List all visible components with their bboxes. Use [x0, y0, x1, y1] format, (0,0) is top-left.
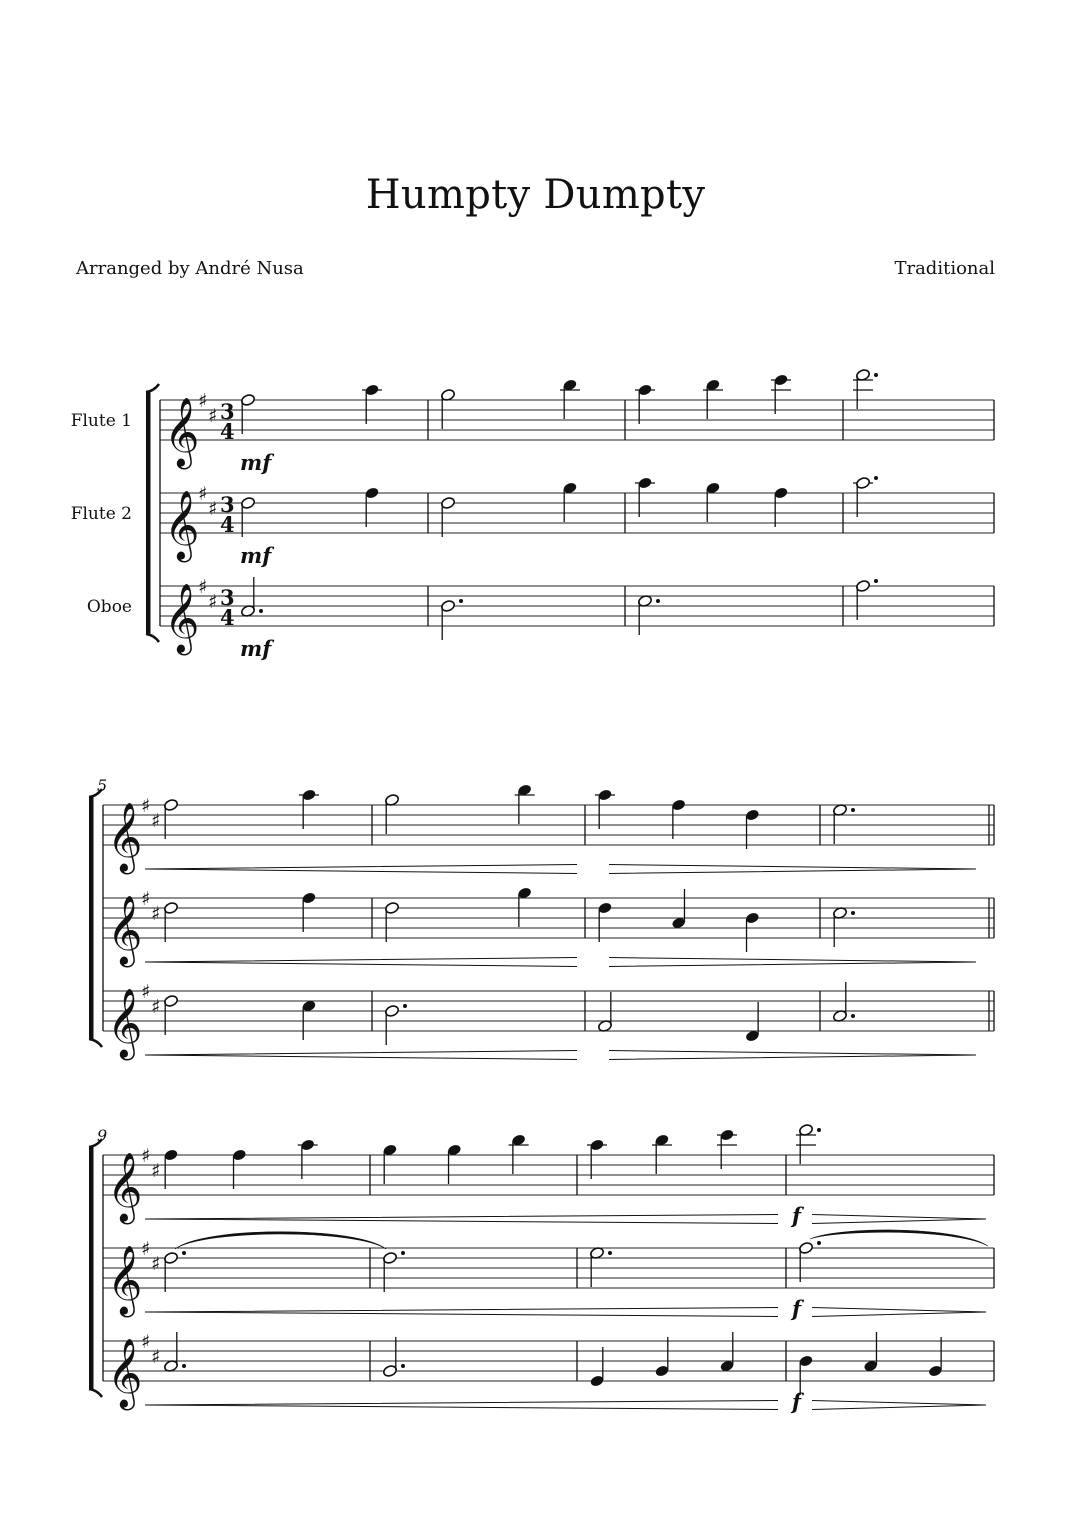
time-signature-bottom: 4	[220, 605, 235, 630]
note	[384, 901, 399, 942]
sharp-f-icon: ♯	[141, 888, 151, 910]
measure-number: 9	[97, 1126, 108, 1145]
augmentation-dot	[817, 1128, 821, 1132]
sharp-f-icon: ♯	[198, 483, 208, 505]
note	[163, 1148, 178, 1189]
note	[635, 383, 655, 424]
note	[301, 999, 316, 1040]
augmentation-dot	[182, 1251, 186, 1255]
note	[635, 476, 655, 517]
sharp-f-icon: ♯	[141, 795, 151, 817]
note	[855, 579, 878, 620]
note	[232, 1148, 247, 1189]
note	[362, 383, 382, 424]
crescendo-hairpin	[145, 1308, 778, 1317]
note	[299, 788, 319, 829]
crescendo-hairpin	[145, 1215, 778, 1224]
time-signature-top: 3	[220, 585, 235, 610]
note	[796, 1123, 821, 1164]
augmentation-dot	[459, 599, 463, 603]
time-signature-bottom: 4	[220, 512, 235, 537]
bracket-top-hook	[146, 384, 159, 392]
augmentation-dot	[851, 808, 855, 812]
note	[671, 889, 686, 930]
diminuendo-hairpin	[609, 958, 976, 967]
note	[298, 1138, 318, 1179]
instrument-label: Oboe	[86, 597, 132, 617]
augmentation-dot	[401, 1251, 405, 1255]
note	[637, 594, 660, 635]
augmentation-dot	[608, 1251, 612, 1255]
note	[587, 1138, 607, 1179]
note	[163, 1251, 186, 1292]
sharp-c-icon: ♯	[208, 498, 218, 520]
note	[771, 373, 791, 414]
note	[654, 1337, 669, 1378]
crescendo-hairpin	[145, 958, 577, 967]
note	[597, 901, 612, 942]
note	[364, 486, 379, 527]
slur	[175, 1232, 386, 1249]
dynamic-marking: mf	[240, 543, 272, 568]
time-signature-bottom: 4	[220, 419, 235, 444]
bracket-bottom-hook	[89, 1039, 102, 1047]
sharp-f-icon: ♯	[141, 1145, 151, 1167]
crescendo-hairpin	[145, 865, 577, 874]
sharp-c-icon: ♯	[151, 903, 161, 925]
staff-1	[71, 390, 994, 469]
dynamic-marking: f	[792, 1203, 802, 1228]
system-1	[71, 368, 994, 661]
instrument-label: Flute 1	[70, 411, 132, 431]
system-bracket	[89, 1147, 94, 1389]
note	[745, 808, 760, 849]
system-bracket	[146, 392, 151, 634]
dynamic-marking: mf	[240, 450, 272, 475]
note	[382, 1251, 405, 1292]
sharp-c-icon: ♯	[151, 1346, 161, 1368]
staff-3	[103, 1331, 994, 1410]
note	[853, 476, 878, 517]
diminuendo-hairpin	[609, 1051, 976, 1060]
note	[447, 1143, 462, 1184]
score-title: Humpty Dumpty	[365, 172, 706, 218]
augmentation-dot	[851, 1014, 855, 1018]
note	[240, 393, 255, 434]
note	[798, 1241, 821, 1282]
sharp-c-icon: ♯	[151, 1160, 161, 1182]
note	[517, 886, 532, 927]
note	[240, 577, 263, 618]
note	[589, 1347, 604, 1388]
staff-3	[103, 981, 994, 1060]
staff-1	[103, 795, 994, 874]
note	[745, 1002, 760, 1043]
note	[440, 388, 455, 429]
sharp-c-icon: ♯	[151, 810, 161, 832]
sharp-f-icon: ♯	[198, 576, 208, 598]
sharp-c-icon: ♯	[208, 591, 218, 613]
sharp-f-icon: ♯	[198, 390, 208, 412]
note	[671, 798, 686, 839]
augmentation-dot	[403, 1004, 407, 1008]
note	[382, 1337, 405, 1378]
sharp-f-icon: ♯	[141, 1238, 151, 1260]
system-3	[89, 1123, 994, 1414]
diminuendo-hairpin	[609, 865, 976, 874]
note	[832, 803, 855, 844]
augmentation-dot	[874, 476, 878, 480]
treble-clef-icon: 𝄞	[107, 1245, 143, 1315]
treble-clef-icon: 𝄞	[107, 802, 143, 872]
instrument-label: Flute 2	[70, 504, 132, 524]
diminuendo-hairpin	[812, 1401, 986, 1410]
diminuendo-hairpin	[812, 1308, 986, 1317]
slur	[810, 1230, 988, 1246]
note	[301, 891, 316, 932]
note	[928, 1337, 943, 1378]
augmentation-dot	[874, 373, 878, 377]
dynamic-marking: mf	[240, 636, 272, 661]
system-bracket	[89, 797, 94, 1039]
note	[384, 793, 399, 834]
note	[440, 599, 463, 640]
treble-clef-icon: 𝄞	[107, 895, 143, 965]
augmentation-dot	[656, 599, 660, 603]
diminuendo-hairpin	[812, 1215, 986, 1224]
note	[589, 1246, 612, 1287]
note	[240, 496, 255, 537]
dynamic-marking: f	[792, 1296, 802, 1321]
note	[163, 1332, 186, 1373]
dynamic-marking: f	[792, 1389, 802, 1414]
note	[703, 378, 723, 419]
sharp-c-icon: ♯	[151, 1253, 161, 1275]
crescendo-hairpin	[145, 1401, 778, 1410]
note	[382, 1143, 397, 1184]
note	[745, 911, 760, 952]
note	[652, 1133, 672, 1174]
augmentation-dot	[817, 1241, 821, 1245]
composer-credit: Traditional	[894, 258, 995, 279]
crescendo-hairpin	[145, 1051, 577, 1060]
note	[705, 481, 720, 522]
treble-clef-icon: 𝄞	[107, 988, 143, 1058]
note	[163, 798, 178, 839]
note	[773, 486, 788, 527]
note	[509, 1133, 529, 1174]
time-signature-top: 3	[220, 399, 235, 424]
treble-clef-icon: 𝄞	[107, 1152, 143, 1222]
staff-2	[71, 483, 994, 562]
arranger-credit: Arranged by André Nusa	[76, 258, 304, 279]
note	[163, 994, 178, 1035]
treble-clef-icon: 𝄞	[164, 397, 200, 467]
augmentation-dot	[401, 1364, 405, 1368]
note	[597, 992, 612, 1033]
bracket-bottom-hook	[146, 634, 159, 642]
treble-clef-icon: 𝄞	[107, 1338, 143, 1408]
treble-clef-icon: 𝄞	[164, 490, 200, 560]
sharp-c-icon: ♯	[208, 405, 218, 427]
bracket-bottom-hook	[89, 1389, 102, 1397]
measure-number: 5	[97, 776, 108, 795]
system-2	[89, 776, 994, 1060]
augmentation-dot	[182, 1364, 186, 1368]
note	[832, 906, 855, 947]
note	[384, 1004, 407, 1045]
staff-2	[103, 888, 994, 967]
note	[719, 1332, 734, 1373]
augmentation-dot	[874, 579, 878, 583]
note	[163, 901, 178, 942]
note	[440, 496, 455, 537]
note	[717, 1128, 737, 1169]
sharp-f-icon: ♯	[141, 1331, 151, 1353]
augmentation-dot	[851, 911, 855, 915]
time-signature-top: 3	[220, 492, 235, 517]
staff-2	[103, 1238, 994, 1317]
note	[863, 1332, 878, 1373]
augmentation-dot	[259, 609, 263, 613]
note	[560, 378, 580, 419]
sharp-f-icon: ♯	[141, 981, 151, 1003]
sharp-c-icon: ♯	[151, 996, 161, 1018]
note	[595, 788, 615, 829]
note	[562, 481, 577, 522]
treble-clef-icon: 𝄞	[164, 583, 200, 653]
note	[853, 368, 878, 409]
note	[515, 783, 535, 824]
note	[832, 982, 855, 1023]
